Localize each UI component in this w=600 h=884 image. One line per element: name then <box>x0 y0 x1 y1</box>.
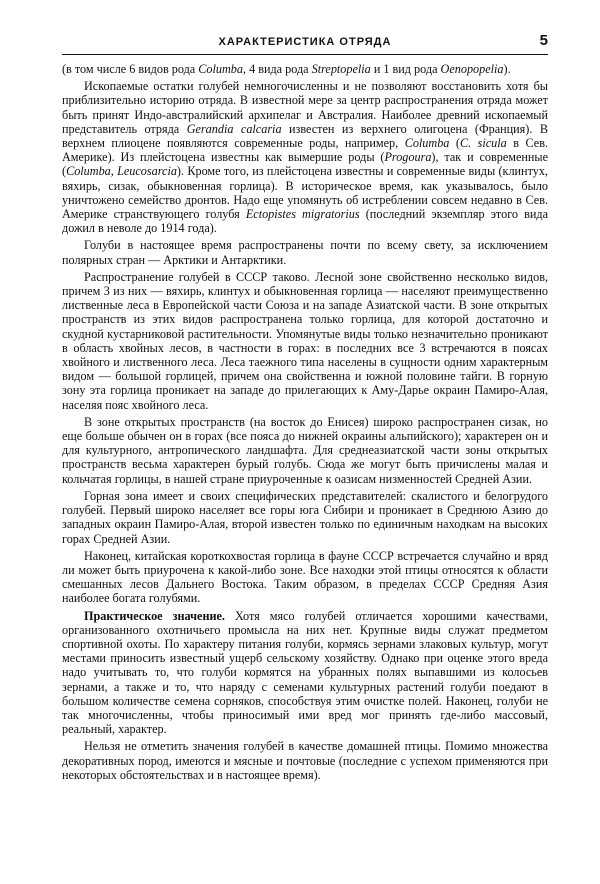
running-title: ХАРАКТЕРИСТИКА ОТРЯДА <box>218 36 392 48</box>
text-segment: ). Кроме того, из плейстоцена известны и современные виды (клинтух, вяхирь, сизак, обыкновенная горлица). В историческое время, как указывалось, было уничтожено семейство дронтов. Надо еще упомянуть об истреблении совсем недавно в Сев. Америке странствующего голубя <box>62 164 548 222</box>
italic-term: Columba <box>404 136 450 151</box>
italic-term: Columba, <box>198 62 247 76</box>
italic-term: Oenopopelia <box>440 62 504 76</box>
italic-term: Streptopelia <box>311 62 371 76</box>
paragraph <box>62 489 548 546</box>
page-number: 5 <box>539 32 548 49</box>
paragraph <box>62 238 548 266</box>
italic-term: C. sicula <box>459 136 507 151</box>
text-segment: в Сев. Америке). Из плейстоцена известны как вымершие роды ( <box>62 136 548 165</box>
text-segment: Наконец, китайская короткохвостая горлица в фауне СССР встречается случайно и вряд ли может быть приурочена к какой-либо зоне. Все находки этой птицы относятся к области смешанных лесов Дальнего Востока. Таким образом, в пределах СССР Средняя Азия наиболее богата голубями. <box>62 548 548 606</box>
page-header <box>62 32 548 55</box>
italic-term: Columba, Leucosarcia <box>66 164 177 179</box>
text-segment: ( <box>449 136 460 151</box>
italic-term: Gerandia calcaria <box>186 121 282 136</box>
paragraph <box>62 62 548 76</box>
text-segment: Нельзя не отметить значения голубей в качестве домашней птицы. Помимо множества декоративных пород, имеются и мясные и почтовые (последние с успехом применяются при некоторых обстоятельствах и в настоящее время). <box>62 739 548 782</box>
paragraph <box>62 549 548 606</box>
text-segment: 4 вида рода <box>246 62 312 76</box>
body-text <box>62 62 548 785</box>
italic-term: Progoura <box>384 150 432 165</box>
text-segment: Голуби в настоящее время распространены почти по всему свету, за исключением полярных стран — Арктики и Антарктики. <box>62 238 548 267</box>
text-segment: Горная зона имеет и своих специфических представителей: скалистого и белогрудого голубей. Первый широко населяет все горы юга Сибири и проникает в Среднюю Азию до западных окраин Памиро-Алая, второй известен только по единичным находкам на высоких горах Средней Азии. <box>62 488 548 546</box>
paragraph <box>62 79 548 235</box>
text-segment: Хотя мясо голубей отличается хорошими качествами, организованного охотничьего промысла на них нет. Крупные виды служат предметом спортивной охоты. По характеру питания голуби, кормясь зернами злаковых культур, могут местами приносить известный ущерб сельскому хозяйству. Однако при оценке этого вреда надо учитывать то, что голуби кормятся на убранных полях выпавшими из колосьев зернами, а также и то, что наряду с семенами культурных растений голуби поедают в большом количестве семена сорняков, способствуя этим очистке полей. Наконец, голуби не так многочисленны, чтобы приносимый ими вред мог принять где-либо массовый, реальный, характер. <box>62 608 548 737</box>
text-segment: и 1 вид рода <box>370 62 441 76</box>
paragraph <box>62 739 548 782</box>
paragraph <box>62 270 548 412</box>
text-segment: ). <box>503 62 511 76</box>
text-segment: Ископаемые остатки голубей немногочисленны и не позволяют восстановить хотя бы приблизительно историю отряда. В известной мере за центр распространения отряда может быть принят Индо-австралийский архипелаг и Австралия. Наиболее древний ископаемый представитель отряда <box>62 79 548 136</box>
text-segment: В зоне открытых пространств (на восток до Енисея) широко распространен сизак, но еще больше обычен он в горах (все пояса до нижней окраины альпийского); характерен он и для культурного, антропического ландшафта. Для среднеазиатской части зоны открытых пространств весьма характерен бурый голубь. Сюда же могут быть причислены малая и кольчатая горлицы, в нашей стране приуроченные к оазисам низменностей Средней Азии. <box>62 414 548 486</box>
text-segment: известен из верхнего олигоцена (Франция). В верхнем плиоцене появляются современные роды, например, <box>62 121 548 151</box>
text-segment: (в том числе 6 видов рода <box>62 62 199 76</box>
text-segment: (последний экземпляр этого вида дожил в неволе до 1914 года). <box>62 207 548 236</box>
text-segment: ), так и современные ( <box>62 150 548 179</box>
paragraph <box>62 415 548 486</box>
paragraph <box>62 609 548 737</box>
text-segment: Распространение голубей в СССР таково. Лесной зоне свойственно несколько видов, причем 3 из них — вяхирь, клинтух и обыкновенная горлица — населяют преимущественно лиственные леса в Европейской части Союза и на западе Азиатской части. В зоне открытых пространств из этих видов распространена только горлица, для которой достаточно и скудной кустарниковой растительности. Упомянутые виды только незначительно проникают в область хвойных лесов, в частности в горах: в последних все 3 встречаются в поясах хвойного и лиственного леса. Леса таежного типа населены в сущности одним характерным видом — большой горлицей, причем она свойственна и южной половине тайги. В горную зону эта горлица проникает на западе до прилегающих к Аму-Дарье окраин Памиро-Алая, населяя пояс хвойного леса. <box>62 269 548 412</box>
italic-term: Ectopistes migratorius <box>245 207 360 222</box>
bold-heading: Практическое значение. <box>84 608 225 623</box>
